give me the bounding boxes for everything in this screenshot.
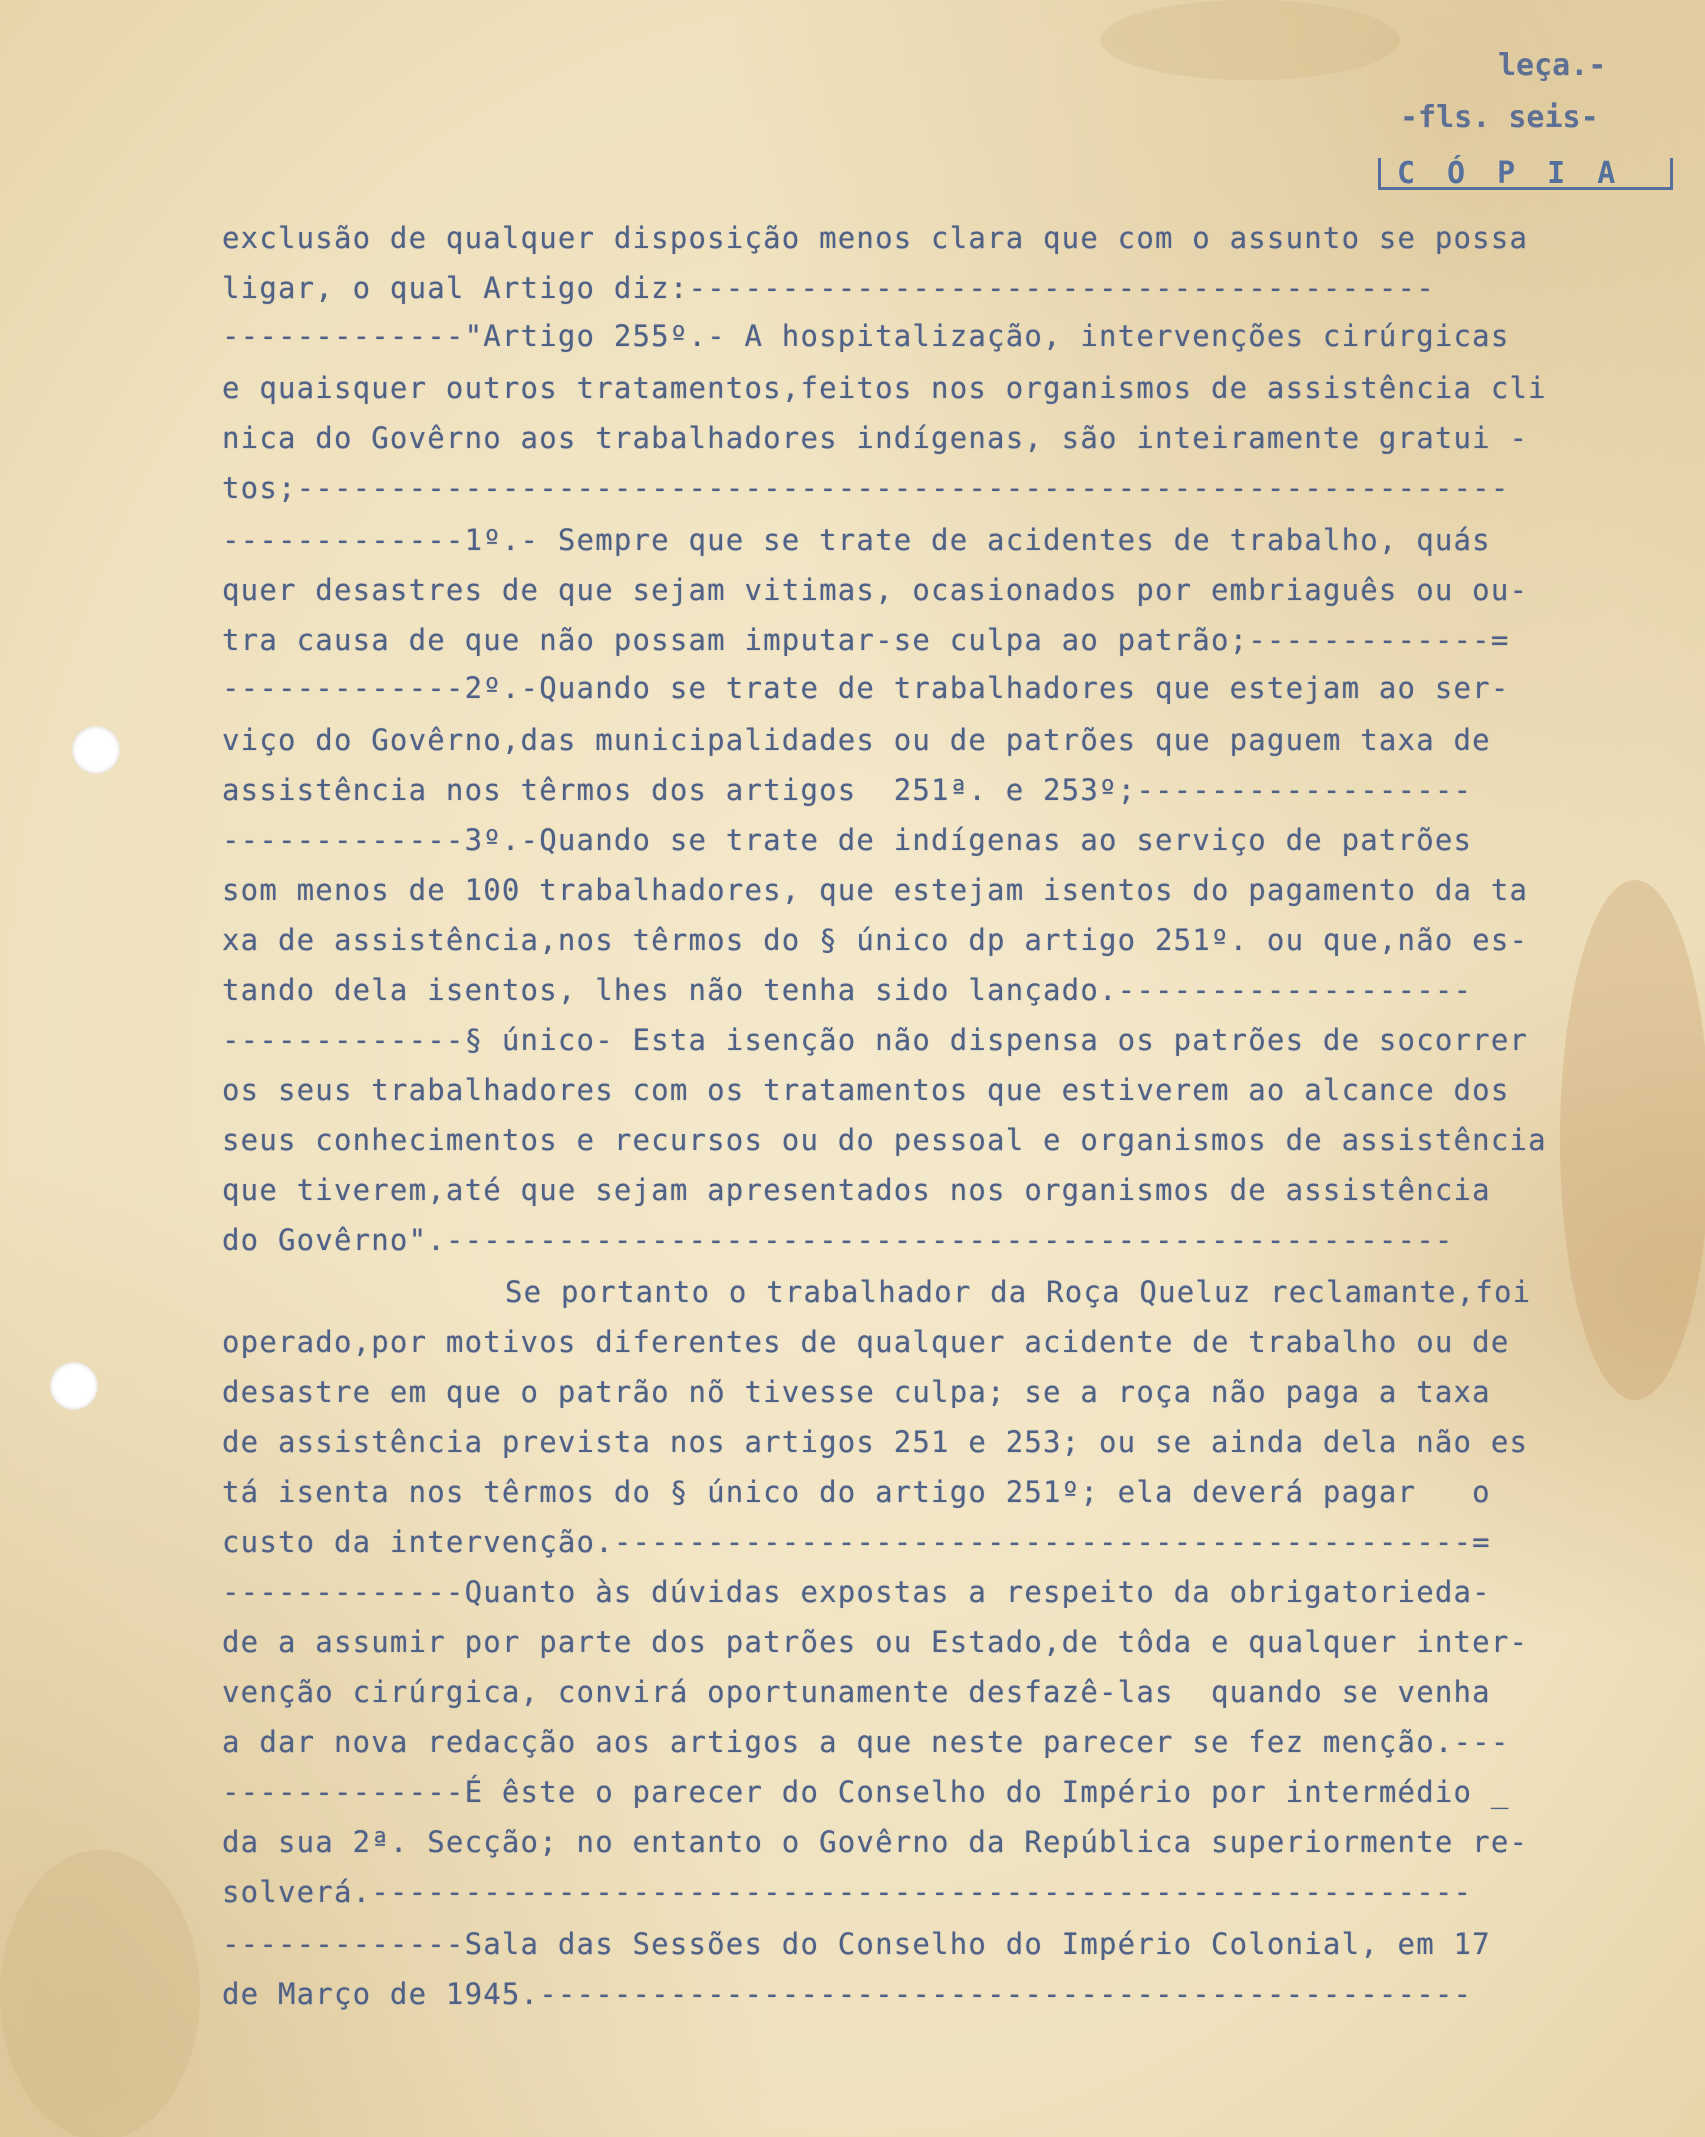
text-line: a dar nova redacção aos artigos a que neste parecer se fez menção.--- [222, 1725, 1510, 1759]
text-line: de assistência prevista nos artigos 251 e 253; ou se ainda dela não es [222, 1425, 1529, 1459]
text-line: e quaisquer outros tratamentos,feitos nos organismos de assistência cli [222, 371, 1547, 405]
text-line: -------------Sala das Sessões do Conselho do Império Colonial, em 17 [222, 1927, 1491, 1961]
text-line: venção cirúrgica, convirá oportunamente desfazê-las quando se venha [222, 1675, 1491, 1709]
text-line: do Govêrno".------------------------------------------------------ [222, 1223, 1454, 1257]
text-line: seus conhecimentos e recursos ou do pessoal e organismos de assistência [222, 1123, 1547, 1157]
text-line: nica do Govêrno aos trabalhadores indígenas, são inteiramente gratui - [222, 421, 1529, 455]
text-line: tando dela isentos, lhes não tenha sido lançado.------------------- [222, 973, 1473, 1007]
text-line: tos;----------------------------------------------------------------- [222, 471, 1510, 505]
text-line: tá isenta nos têrmos do § único do artigo 251º; ela deverá pagar o [222, 1475, 1491, 1509]
text-line: os seus trabalhadores com os tratamentos que estiverem ao alcance dos [222, 1073, 1510, 1107]
text-line: Se portanto o trabalhador da Roça Queluz reclamante,foi [505, 1275, 1532, 1309]
text-line: desastre em que o patrão nõ tivesse culpa; se a roça não paga a taxa [222, 1375, 1491, 1409]
header-page-number: -fls. seis- [1400, 100, 1599, 135]
text-line: xa de assistência,nos têrmos do § único dp artigo 251º. ou que,não es- [222, 923, 1529, 957]
text-line: assistência nos têrmos dos artigos 251ª. e 253º;------------------ [222, 773, 1473, 807]
copy-stamp: CÓPIA [1378, 158, 1673, 190]
text-line: ligar, o qual Artigo diz:---------------------------------------- [222, 271, 1435, 305]
text-line: som menos de 100 trabalhadores, que estejam isentos do pagamento da ta [222, 873, 1529, 907]
text-line: operado,por motivos diferentes de qualquer acidente de trabalho ou de [222, 1325, 1510, 1359]
text-line: -------------1º.- Sempre que se trate de acidentes de trabalho, quás [222, 523, 1491, 557]
text-line: viço do Govêrno,das municipalidades ou de patrões que paguem taxa de [222, 723, 1491, 757]
text-line: de a assumir por parte dos patrões ou Estado,de tôda e qualquer inter- [222, 1625, 1529, 1659]
text-line: que tiverem,até que sejam apresentados nos organismos de assistência [222, 1173, 1491, 1207]
text-line: da sua 2ª. Secção; no entanto o Govêrno da República superiormente re- [222, 1825, 1529, 1859]
text-line: quer desastres de que sejam vitimas, ocasionados por embriaguês ou ou- [222, 573, 1529, 607]
text-line: -------------2º.-Quando se trate de trabalhadores que estejam ao ser- [222, 671, 1510, 705]
text-line: solverá.----------------------------------------------------------- [222, 1875, 1473, 1909]
header-line-1: leça.- [1498, 48, 1607, 83]
text-line: exclusão de qualquer disposição menos clara que com o assunto se possa [222, 221, 1529, 255]
text-line: custo da intervenção.----------------------------------------------= [222, 1525, 1491, 1559]
text-line: -------------Quanto às dúvidas expostas a respeito da obrigatorieda- [222, 1575, 1491, 1609]
text-line: tra causa de que não possam imputar-se culpa ao patrão;-------------= [222, 623, 1510, 657]
text-line: -------------"Artigo 255º.- A hospitalização, intervenções cirúrgicas [222, 319, 1510, 353]
text-line: -------------É êste o parecer do Conselho do Império por intermédio _ [222, 1775, 1510, 1809]
text-line: -------------3º.-Quando se trate de indígenas ao serviço de patrões [222, 823, 1473, 857]
text-line: de Março de 1945.-------------------------------------------------- [222, 1977, 1473, 2011]
text-line: -------------§ único- Esta isenção não dispensa os patrões de socorrer [222, 1023, 1529, 1057]
